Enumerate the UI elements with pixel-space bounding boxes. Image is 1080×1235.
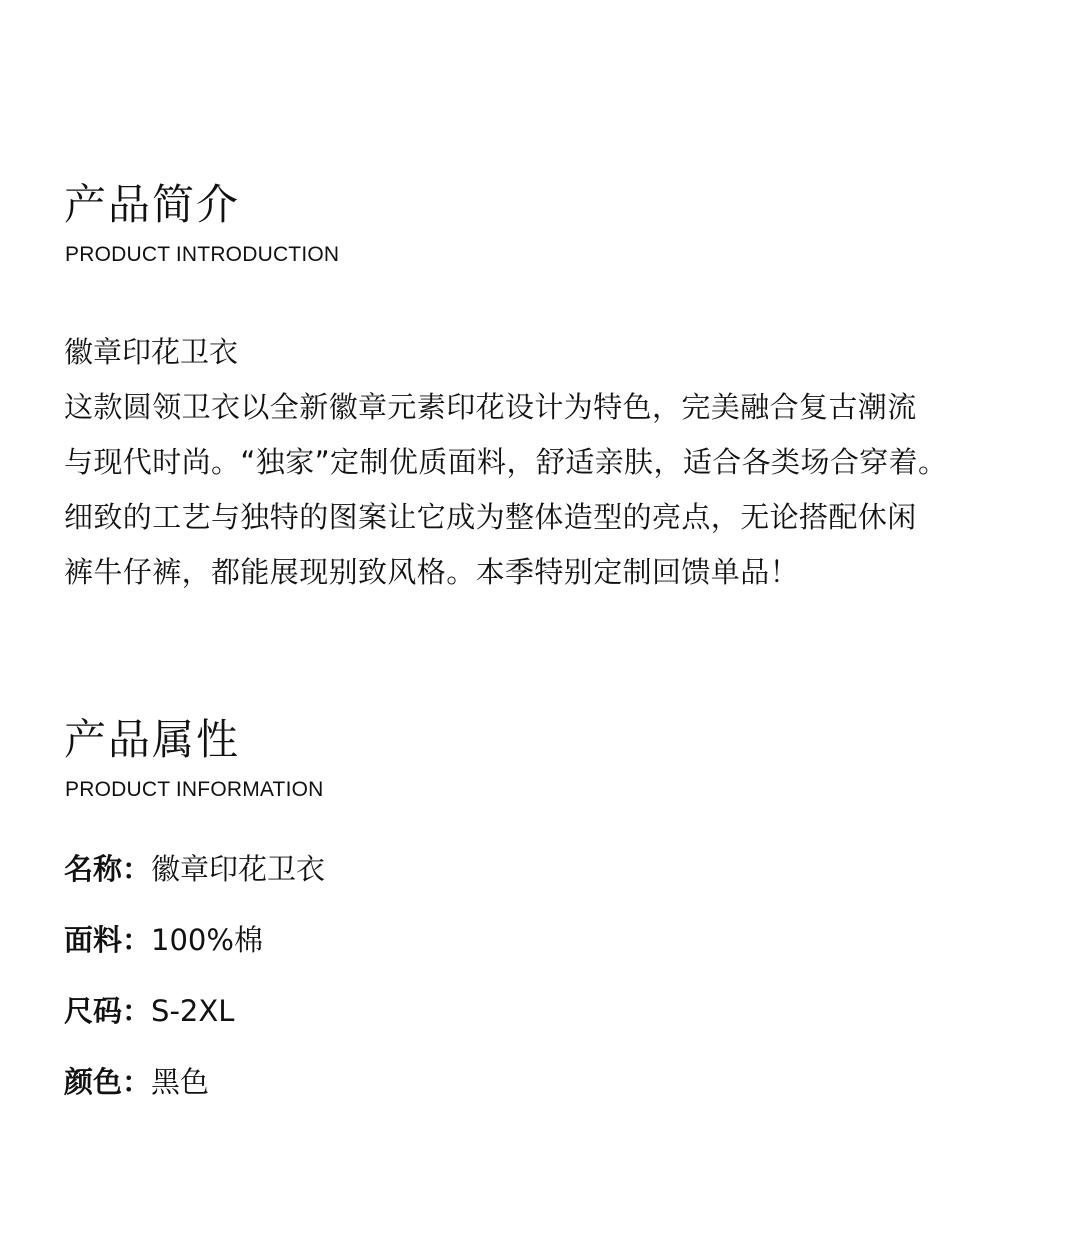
attribute-value: 徽章印花卫衣 <box>151 852 326 886</box>
product-name-heading: 徽章印花卫衣 <box>64 335 239 369</box>
attribute-value: 黑色 <box>151 1065 210 1099</box>
product-description <box>64 389 1024 609</box>
attribute-label: 尺码 <box>64 994 123 1028</box>
attribute-separator: ： <box>122 923 152 957</box>
attribute-row-size <box>64 992 325 1063</box>
attribute-row-fabric <box>64 921 325 992</box>
product-information-subtitle: PRODUCT INFORMATION <box>65 778 324 801</box>
attribute-value: S-2XL <box>151 994 235 1028</box>
product-attribute-list <box>64 850 325 1134</box>
attribute-label: 颜色 <box>64 1065 123 1099</box>
attribute-separator: ： <box>122 852 152 886</box>
description-line-1: 这款圆领卫衣以全新徽章元素印花设计为特色，完美融合复古潮流 <box>64 390 917 424</box>
attribute-label: 名称 <box>64 852 123 886</box>
attribute-separator: ： <box>122 994 152 1028</box>
description-line-4: 裤牛仔裤，都能展现别致风格。本季特别定制回馈单品！ <box>64 555 800 589</box>
attribute-row-color <box>64 1063 325 1134</box>
product-introduction-subtitle: PRODUCT INTRODUCTION <box>65 243 340 266</box>
description-line-2: 与现代时尚。“独家”定制优质面料，舒适亲肤，适合各类场合穿着。 <box>64 445 948 479</box>
description-line-3: 细致的工艺与独特的图案让它成为整体造型的亮点，无论搭配休闲 <box>64 500 917 534</box>
attribute-label: 面料 <box>64 923 123 957</box>
attribute-separator: ： <box>122 1065 152 1099</box>
attribute-row-name <box>64 850 325 921</box>
product-information-title: 产品属性 <box>64 715 241 764</box>
attribute-value: 100%棉 <box>151 923 263 957</box>
product-introduction-title: 产品简介 <box>64 180 241 229</box>
